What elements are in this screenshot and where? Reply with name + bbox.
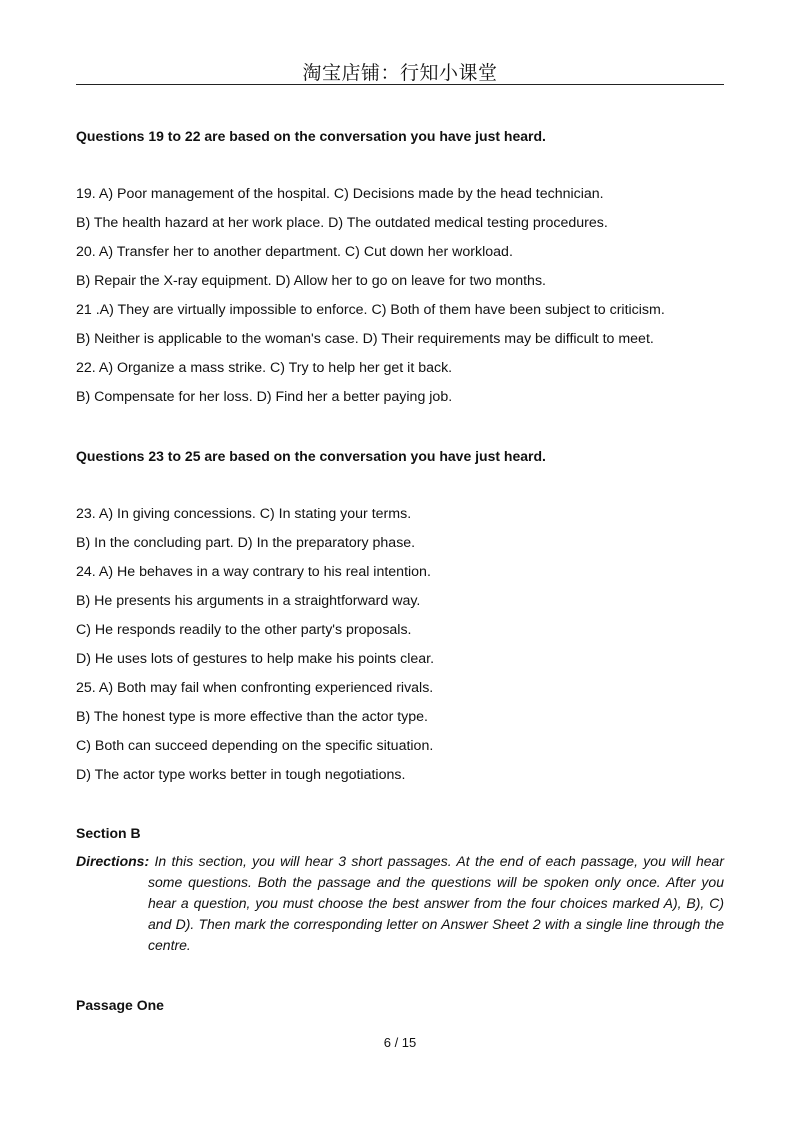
question-line: 25. A) Both may fail when confronting experienced rivals. bbox=[76, 680, 434, 696]
question-line: B) He presents his arguments in a straightforward way. bbox=[76, 593, 421, 609]
directions-text-first: In this section, you will hear 3 short passages. At the end of each passage, you will hear some questions. Both the passage and the questions will be spoken only once. After you hear a question, you must choose the best answer from the four choices marked A), B), C) and D). Then mark the corresponding letter on Answer Sheet 2 with a single line through the centre. bbox=[148, 853, 725, 953]
passage-one-title: Passage One bbox=[76, 997, 164, 1013]
question-line: 24. A) He behaves in a way contrary to his real intention. bbox=[76, 564, 431, 580]
question-line: C) He responds readily to the other party's proposals. bbox=[76, 622, 412, 638]
question-line: B) Neither is applicable to the woman's case. D) Their requirements may be difficult to meet. bbox=[76, 331, 654, 347]
page-header-title: 淘宝店铺：行知小课堂 bbox=[302, 62, 498, 84]
question-line: 22. A) Organize a mass strike. C) Try to help her get it back. bbox=[76, 360, 453, 376]
header-divider bbox=[76, 84, 724, 85]
section-b-title: Section B bbox=[76, 825, 141, 841]
question-line: D) He uses lots of gestures to help make his points clear. bbox=[76, 651, 435, 667]
question-line: 20. A) Transfer her to another department. C) Cut down her workload. bbox=[76, 244, 513, 260]
question-line: B) Repair the X-ray equipment. D) Allow her to go on leave for two months. bbox=[76, 273, 546, 289]
question-line: B) In the concluding part. D) In the preparatory phase. bbox=[76, 535, 416, 551]
question-line: B) The health hazard at her work place. D) The outdated medical testing procedures. bbox=[76, 215, 608, 231]
directions-block bbox=[76, 851, 724, 956]
question-line: 21 .A) They are virtually impossible to enforce. C) Both of them have been subject to criticism. bbox=[76, 302, 665, 318]
question-line: B) Compensate for her loss. D) Find her a better paying job. bbox=[76, 389, 453, 405]
directions-label: Directions: bbox=[76, 853, 150, 869]
question-line: B) The honest type is more effective than the actor type. bbox=[76, 709, 428, 725]
section-heading-q19-22: Questions 19 to 22 are based on the conversation you have just heard. bbox=[76, 128, 546, 144]
page-number: 6 / 15 bbox=[383, 1035, 417, 1050]
question-line: D) The actor type works better in tough negotiations. bbox=[76, 767, 406, 783]
question-line: C) Both can succeed depending on the specific situation. bbox=[76, 738, 434, 754]
question-line: 23. A) In giving concessions. C) In stating your terms. bbox=[76, 506, 412, 522]
question-line: 19. A) Poor management of the hospital. C) Decisions made by the head technician. bbox=[76, 186, 604, 202]
section-heading-q23-25: Questions 23 to 25 are based on the conversation you have just heard. bbox=[76, 448, 546, 464]
